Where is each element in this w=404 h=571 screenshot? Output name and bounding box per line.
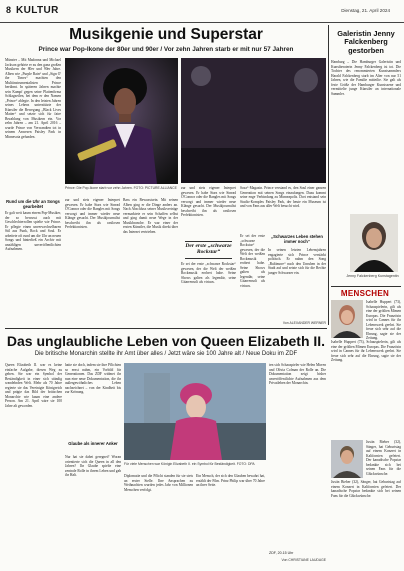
queen-photo-caption: Für viele Menschen war Königin Elizabeth II. ein Symbol für Beständigkeit. FOTO: DPA bbox=[124, 462, 255, 466]
menschen-rule bbox=[331, 286, 401, 287]
column-separator bbox=[328, 25, 329, 325]
article-divider bbox=[5, 328, 327, 329]
prince-photo-image bbox=[65, 58, 178, 184]
article2-column-2: hatte sie doch, indem sie ihre Pflichten so ernst nahm, ein Vorbild für Generationen. Das ZDF widmet ihr nun eine neue Dokumentation, die ihr außergewöhnliches Leben nachzeichnet – von der Kindheit bis zur Krönung. bbox=[65, 363, 121, 394]
prince-photo-caption: Prince: Die Pop-Ikone starb vor zehn Jahren. FOTO: PICTURE ALLIANCE bbox=[65, 186, 177, 190]
menschen-huppert-text-1: Isabelle Huppert (73), Schauspielerin, gilt als eine der größten Mimen Europas. Die Französin wird in Cannes für ihr Lebenswerk geehrt. Sie freue sich sehr auf die Ehrung, sagte sie der Zeitung. bbox=[366, 300, 401, 340]
menschen-huppert-text-2: Isabelle Huppert (73), Schauspielerin, gilt als eine der größten Mimen Europas. Die Französin wird in Cannes für ihr Lebenswerk geehrt. Sie freue sich sehr auf die Ehrung, sagte sie der Zeitung. bbox=[331, 340, 401, 362]
pull-quote-rule-bottom bbox=[185, 258, 232, 259]
article1-column-4-top: zur und stets eigener Interpret gewesen. Er habe Stars wie Sinead O'Connor oder die Bangles mit Songs versorgt und immer wieder neue Klänge gesucht. Der Musikjournalist beschreibt ihn als rastlosen Perfektionisten. bbox=[181, 186, 236, 217]
bieber-photo bbox=[331, 440, 363, 478]
article1-author: Von ALEXANDER WERNER bbox=[282, 321, 326, 325]
article2-column-4: Ein Mensch, der sich den Glauben bewahrt hat, erzählt der Film. Prinz Philip war über 70 Jahre an ihrer Seite. bbox=[196, 474, 265, 487]
prince-stage-image bbox=[181, 58, 326, 183]
menschen-bieber-text-1: Justin Bieber (32), Sänger, hat Geburtstag auf einem Konzert in Kalifornien gefeiert. Der kanadische Popstar bedankte sich bei seinen Fans für die Glückwünsche. bbox=[366, 440, 401, 476]
huppert-photo-image bbox=[331, 300, 363, 338]
article2-broadcast-info: ZDF, 20.15 Uhr bbox=[269, 551, 294, 555]
article2-column-3: Diplomatie und die Pflicht standen für sie stets an erster Stelle. Ihre Ansprachen zu Weihnachten wurden jedes Jahr von Millionen Menschen verfolgt. bbox=[124, 474, 193, 492]
falckenberg-photo bbox=[350, 214, 398, 272]
article2-column-2b: Nur hat sie dabei geregnet? Woran orientierte sich die Queen in all den Jahren? Ihr Glaube spielte eine zentrale Rolle in ihrem Leben und gab ihr Halt. bbox=[65, 455, 121, 477]
queen-photo bbox=[124, 363, 266, 460]
queen-photo-image bbox=[124, 363, 266, 460]
sidebar-text: Hamburg – Die Hamburger Galeristin und Kunstberaterin Jenny Falckenberg ist tot. Die Tochter des renommierten Kunstsammlers Harald Falckenberg starb im Alter von nur 51 Jahren, wie die Familie mitteilte. Sie galt als feste Größe der Hamburger Kunstszene und vermittelte junge Künstler an internationale Sammler. bbox=[331, 60, 401, 96]
menschen-bieber-text-2: Justin Bieber (32), Sänger, hat Geburtstag auf einem Konzert in Kalifornien gefeiert. Der kanadische Popstar bedankte sich bei seinen Fans für die Glückwünsche. bbox=[331, 480, 401, 498]
article2-column-5: ten sich Schauspieler wie Helen Mirren und Olivia Colman der Rolle an. Die Dokumentation zeigt bisher unveröffentlichte Aufnahmen aus dem Privatleben der Monarchin. bbox=[269, 363, 326, 385]
article1-subheading-1: Rund um die Uhr an Songs gearbeitet bbox=[6, 199, 60, 209]
article1-column-1: Münster – Mit Madonna und Michael Jackson gehörte er zu den ganz großen Musikern der 80er und 90er Jahre. Alben wie „Purple Rain“ und „Sign O' the Times“ machten den Multiinstrumentalisten Prince berühmt. In späteren Jahren machte sein Kampf gegen seine Plattenfirma Schlagzeilen, bei dem er den Namen „Prince“ ablegte. In den letzten Jahren seines Lebens unterstützte der Künstler die Bewegung „Black Lives Matter“ und setzte sich für faire Bezahlung von Musikern ein. Vor zehn Jahren – am 21. April 2016 – wurde Prince von Verwandten tot in seinem Anwesen Paisley Park in Minnesota gefunden. bbox=[5, 58, 61, 139]
huppert-photo bbox=[331, 300, 363, 338]
prince-photo bbox=[65, 58, 178, 184]
article1-column-4: Er sei der erste „schwarze Rockstar“ gewesen, der die Welt der weißen Rockmusik erobert habe. Seine Shows galten als legendär, seine Gitarrensoli als virtuos. bbox=[181, 262, 236, 284]
menschen-label: MENSCHEN bbox=[340, 289, 390, 298]
page-header bbox=[0, 0, 404, 23]
falckenberg-caption: Jenny Falckenberg Kunstagentin bbox=[346, 274, 399, 278]
pull-quote: Der erste „schwarze Rockstar“ bbox=[185, 243, 232, 256]
article1-column-1b: Er galt weit kaum einem Pop-Musiker, der so bewusst auch mit Geschlechterrollen spielte wie Prince. Er pflegte einen unverwechselbaren Stil aus Funk, Rock und Soul. Er arbeitete oft rund um die Uhr an neuen Songs und hinterließ ein Archiv mit unzähligen unveröffentlichten Aufnahmen. bbox=[5, 211, 61, 251]
article2-headline: Das unglaubliche Leben von Queen Elizabeth II. bbox=[6, 333, 326, 349]
article2-subheading: Glaube als innerer Anker bbox=[68, 441, 118, 446]
article1-subheading-2: „Schwarzes Leben stehen immer noch“ bbox=[271, 234, 323, 244]
prince-stage-photo bbox=[181, 58, 326, 183]
bieber-photo-image bbox=[331, 440, 363, 478]
article2-column-1: Queen Elizabeth II. war es keine einfache Aufgabe, diesen Weg zu gehen. Sie war ein Symbol der Beständigkeit in einer sich ständig wandelnden Welt. Mehr als 70 Jahre regierte sie das Vereinigte Königreich und prägte das Bild der britischen Monarchie wie kaum eine andere Person. Am 21. April wäre sie 100 Jahre alt geworden. bbox=[5, 363, 62, 408]
falckenberg-photo-image bbox=[350, 214, 398, 272]
article2-subheadline: Die britische Monarchin stellte ihr Amt über alles / Jetzt wäre sie 100 Jahre alt / Neue Doku im ZDF bbox=[34, 351, 298, 357]
article1-subheadline: Prince war Pop-Ikone der 80er und 90er / Vor zehn Jahren starb er mit nur 57 Jahren bbox=[38, 46, 294, 53]
article1-column-2: zur und stets eigener Interpret gewesen. Er habe Stars wie Sinead O'Connor oder die Bangles mit Songs versorgt und immer wieder neue Klänge gesucht. Der Musikjournalist beschreibt ihn als rastlosen Perfektionisten. bbox=[65, 198, 120, 229]
issue-date: Dienstag, 21. April 2024 bbox=[341, 8, 390, 13]
page-number: 8 bbox=[6, 5, 12, 15]
article1-column-5b: In seinen letzten Lebensjahren engagierte sich Prince verstärkt politisch. Er nahm den Song „Baltimore“ nach den Unruhen in der Stadt auf und setzte sich für die Rechte junger Schwarzer ein. bbox=[268, 248, 326, 275]
sidebar-headline: Galeristin Jenny Falckenberg gestorben bbox=[337, 29, 395, 55]
article1-column-5: Sosa“-Magazin. Prince verstand es, den Soul einer ganzen Generation mit seinen Songs einzufangen. Dazu kommt seine enge Verbindung zu Minneapolis. Dort entstand sein Studio-Komplex Paisley Park, der heute ein Museum ist und von Fans aus aller Welt besucht wird. bbox=[240, 186, 326, 208]
article2-author: Von CHRISTIANE LAUDAGE bbox=[281, 558, 326, 562]
article1-column-5c: Er sei der erste „schwarze Rockstar“ gewesen, der die Welt der weißen Rockmusik erobert habe. Seine Shows galten als legendär, seine Gitarrensoli als virtuos. bbox=[240, 234, 265, 288]
article1-headline: Musikgenie und Superstar bbox=[69, 26, 263, 43]
section-title: KULTUR bbox=[16, 5, 59, 16]
pull-quote-rule-top bbox=[185, 241, 232, 242]
article1-column-3: Bass ein Bewusstsein. Mit seinen Alben ging er die Dinge anders an. Nach Abschluss seiner Musikverträge vermarktete er sein Schaffen selbst und ging damit neue Wege in der Musikbranche. Er war einer der ersten Künstler, die Musik direkt über das Internet vertrieben. bbox=[123, 198, 178, 234]
